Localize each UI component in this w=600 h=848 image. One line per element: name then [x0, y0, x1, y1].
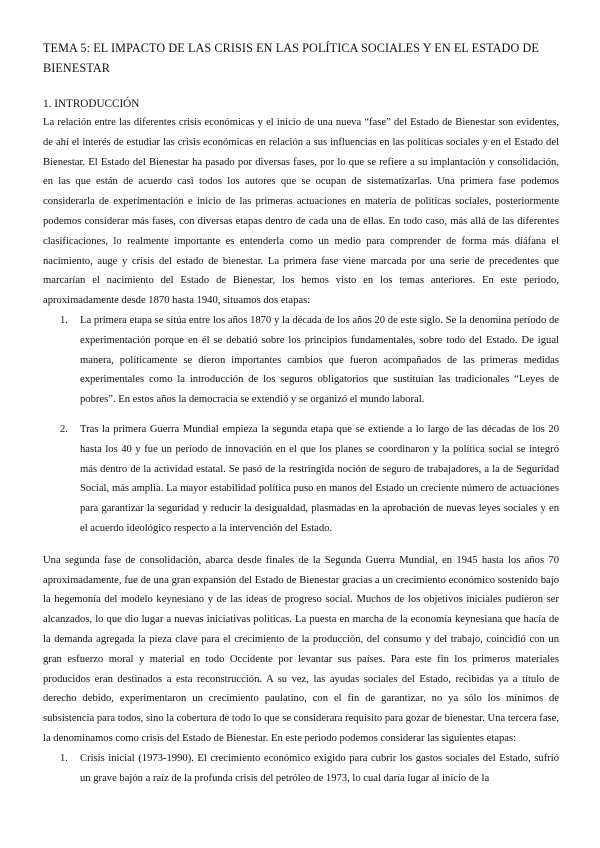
intro-paragraph: La relación entre las diferentes crisis económicas y el inicio de una nueva “fase” del Estado de Bienestar son evidentes, de ahí el interés de estudiar las crisis económicas en relación a sus influencias en las políticas sociales y en el Estado del Bienestar. El Estado del Bienestar ha pasado por diversas fases, por lo que se refiere a su implantación y consolidación, en las que están de acuerdo casi todos los autores que se ocupan de sistematizarlas. Una primera fase podemos considerarla de experimentación e inicio de las primeras actuaciones en materia de políticas sociales, posteriormente podemos considerar más fases, con diversas etapas dentro de cada una de ellas. En todo caso, más allá de las diferentes clasificaciones, lo realmente importante es entenderla como un medio para comprender de forma más diáfana el nacimiento, auge y crisis del estado de bienestar. La primera fase viene marcada por una serie de precedentes que marcarían el nacimiento del Estado de Bienestar, los hemos visto en los temas anteriores. En este periodo, aproximadamente desde 1870 hasta 1940, situamos dos etapas: — [43, 117, 559, 307]
document-page — [43, 38, 559, 788]
list-item — [43, 420, 559, 539]
list-item-number: 1. — [60, 752, 68, 764]
document-title: TEMA 5: EL IMPACTO DE LAS CRISIS EN LAS POLÍTICA SOCIALES Y EN EL ESTADO DE BIENESTAR — [43, 41, 539, 75]
spacer — [43, 539, 559, 551]
list-item-text: La primera etapa se sitúa entre los años 1870 y la década de los años 20 de este siglo. Se la denomina período de experimentación porque en él se debatió sobre los principios fundamentales, sobre todo del Estado. De igual manera, políticamente se dieron importantes cambios que fueron acompañados de las primeras medidas experimentales como la introducción de los seguros obligatorios que sustituían las tradicionales “Leyes de pobres”. En estos años la democracia se extendió y se organizó el mundo laboral. — [80, 314, 559, 406]
section-heading-introduccion: 1. INTRODUCCIÓN — [43, 98, 140, 110]
second-phase-paragraph: Una segunda fase de consolidación, abarca desde finales de la Segunda Guerra Mundial, en 1945 hasta los años 70 aproximadamente, fue de una gran expansión del Estado de Bienestar gracias a un crecimiento económico sostenido bajo la hegemonía del modelo keynesiano y de las ideas de progreso social. Muchos de los objetivos iniciales pudieron ser alcanzados, lo que dio lugar a nuevas iniciativas políticas. La puesta en marcha de la economía keynesiana que hacía de la demanda agregada la pieza clave para el crecimiento de la producción, del consumo y del trabajo, coincidió con un gran esfuerzo moral y material en todo Occidente por levantar sus países. Para este fin los primeros materiales producidos eran destinados a esta reconstrucción. A su vez, las ayudas sociales del Estado, recibidas ya a título de derecho debido, experimentaron un crecimiento paulatino, con el fin de garantizar, no ya sólo los mínimos de subsistencia para todos, sino la cobertura de todo lo que se considerara requisito para gozar de bienestar. Una tercera fase, la denominamos como crisis del Estado de Bienestar. En este periodo podemos considerar las siguientes etapas: — [43, 554, 559, 744]
list-item-number: 2. — [60, 423, 68, 435]
list-item-number: 1. — [60, 314, 68, 326]
third-phase-list — [43, 749, 559, 789]
list-item-text: Tras la primera Guerra Mundial empieza la segunda etapa que se extiende a lo largo de las décadas de los 20 hasta los 40 y fue un período de innovación en el que los planes se coordinaron y la política social se integró más dentro de la actividad estatal. Se pasó de la restringida noción de seguro de trabajadores, a la de Seguridad Social, más amplia. La mayor estabilidad política puso en manos del Estado un creciente número de actuaciones para garantizar la seguridad y reducir la desigualdad, plasmadas en la aprobación de nuevas leyes sociales y en el acuerdo ideológico respecto a la intervención del Estado. — [80, 423, 559, 534]
list-item — [43, 749, 559, 789]
first-stages-list — [43, 311, 559, 539]
list-item — [43, 311, 559, 410]
list-item-text: Crisis inicial (1973-1990). El crecimiento económico exigido para cubrir los gastos sociales del Estado, sufrió un grave bajón a raíz de la profunda crisis del petróleo de 1973, lo cual daría lugar al inicio de la — [80, 752, 559, 784]
